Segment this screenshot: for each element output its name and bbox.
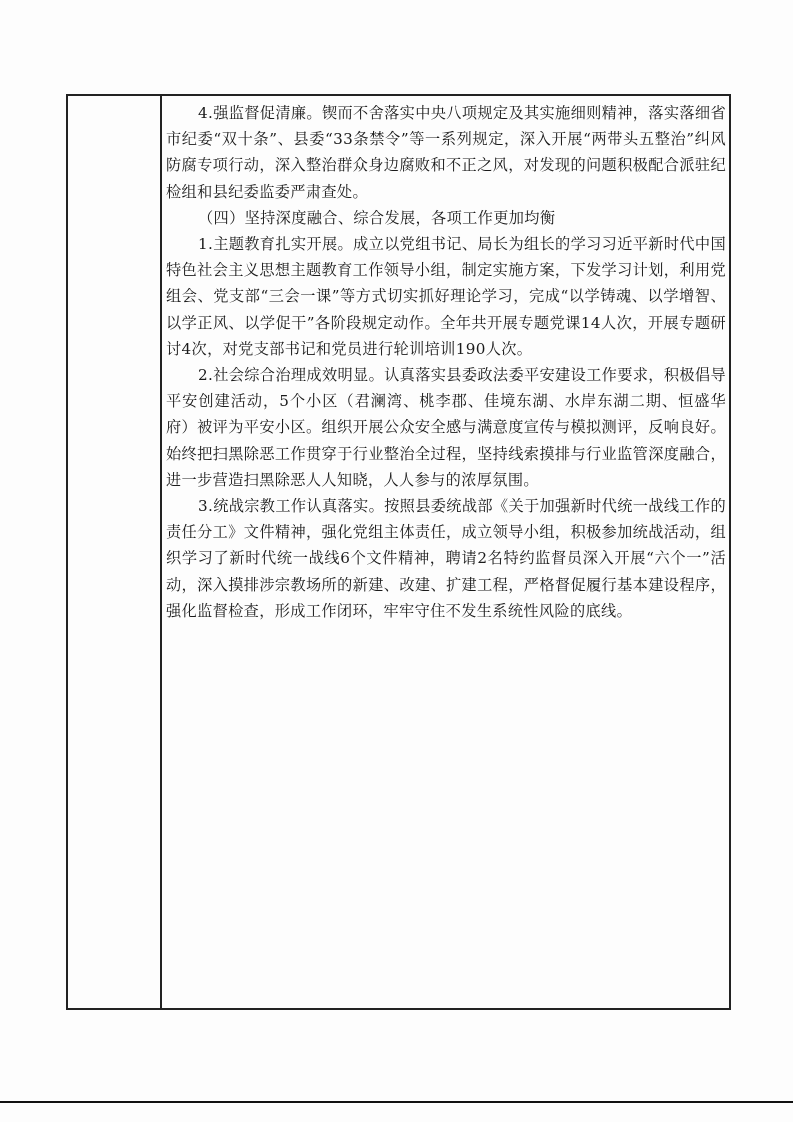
- paragraph-social-governance: 2.社会综合治理成效明显。认真落实县委政法委平安建设工作要求，积极倡导平安创建活动，5个小区（君澜湾、桃李郡、佳境东湖、水岸东湖二期、恒盛华府）被评为平安小区。组织开展公众安全感与满意度宣传与模拟测评，反响良好。始终把扫黑除恶工作贯穿于行业整治全过程，坚持线索摸排与行业监管深度融合，进一步营造扫黑除恶人人知晓，人人参与的浓厚氛围。: [166, 366, 726, 489]
- paragraph-united-front-religion: 3.统战宗教工作认真落实。按照县委统战部《关于加强新时代统一战线工作的责任分工》文件精神，强化党组主体责任，成立领导小组，积极参加统战活动，组织学习了新时代统一战线6个文件精神，聘请2名特约监督员深入开展“六个一”活动，深入摸排涉宗教场所的新建、改建、扩建工程，严格督促履行基本建设程序，强化监督检查，形成工作闭环，牢牢守住不发生系统性风险的底线。: [166, 497, 726, 620]
- section-heading-4: （四）坚持深度融合、综合发展，各项工作更加均衡: [198, 208, 556, 227]
- paragraph-theme-education: 1.主题教育扎实开展。成立以党组书记、局长为组长的学习习近平新时代中国特色社会主义思想主题教育工作领导小组，制定实施方案，下发学习计划，利用党组会、党支部“三会一课”等方式切实抓好理论学习，完成“以学铸魂、以学增智、以学正风、以学促干”各阶段规定动作。全年共开展专题党课14人次，开展专题研讨4次，对党支部书记和党员进行轮训培训190人次。: [166, 235, 726, 358]
- table-column-divider: [160, 94, 162, 1010]
- paragraph-strengthen-supervision: 4.强监督促清廉。锲而不舍落实中央八项规定及其实施细则精神，落实落细省市纪委“双十条”、县委“33条禁令”等一系列规定，深入开展“两带头五整治”纠风防腐专项行动，深入整治群众身边腐败和不正之风，对发现的问题积极配合派驻纪检组和县纪委监委严肃查处。: [166, 104, 726, 201]
- page-bottom-rule: [0, 1101, 793, 1103]
- table-content-cell: [166, 100, 726, 624]
